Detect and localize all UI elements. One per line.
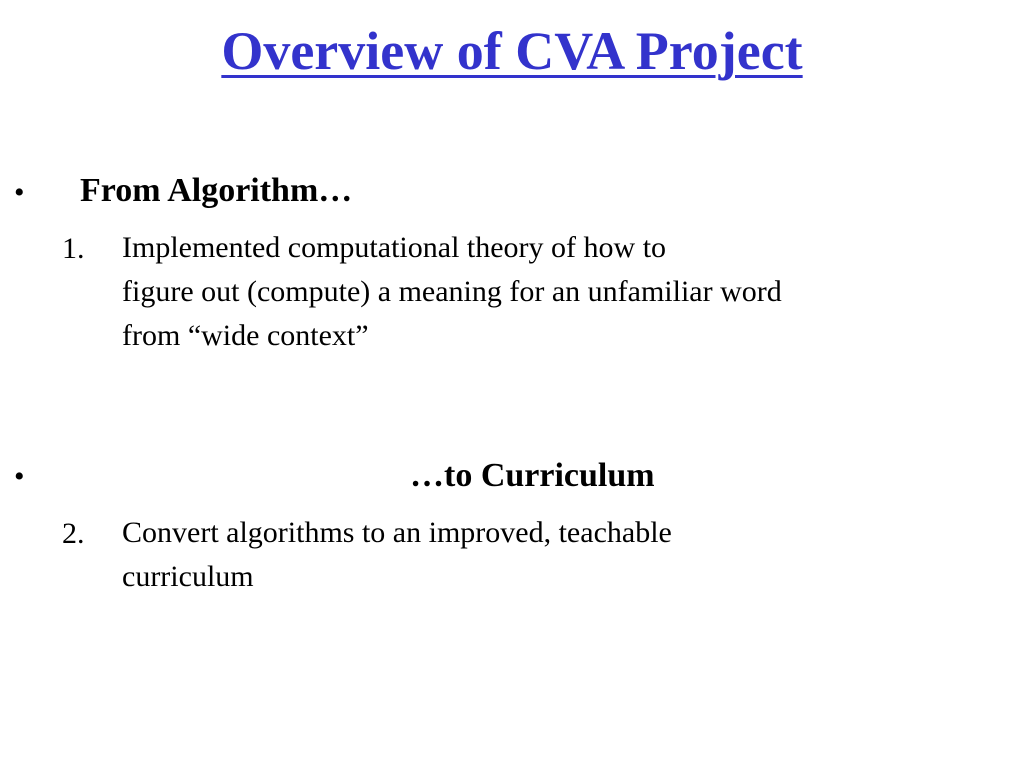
bullet-icon: • [14,176,25,209]
list-item-line: Implemented computational theory of how to [122,231,667,264]
slide-title: Overview of CVA Project [221,21,803,81]
list-item-line: from “wide context” [122,319,369,352]
list-item-line: figure out (compute) a meaning for an unfamiliar word [122,275,782,308]
section-heading-curriculum: …to Curriculum [410,457,655,494]
list-item [122,226,782,358]
list-item-line: curriculum [122,560,254,593]
list-item-number: 1. [62,232,85,265]
section-heading-algorithm: From Algorithm… [80,172,353,209]
list-item-line: Convert algorithms to an improved, teachable [122,516,672,549]
list-item-number: 2. [62,517,85,550]
bullet-icon: • [14,460,25,493]
list-item [122,511,672,599]
